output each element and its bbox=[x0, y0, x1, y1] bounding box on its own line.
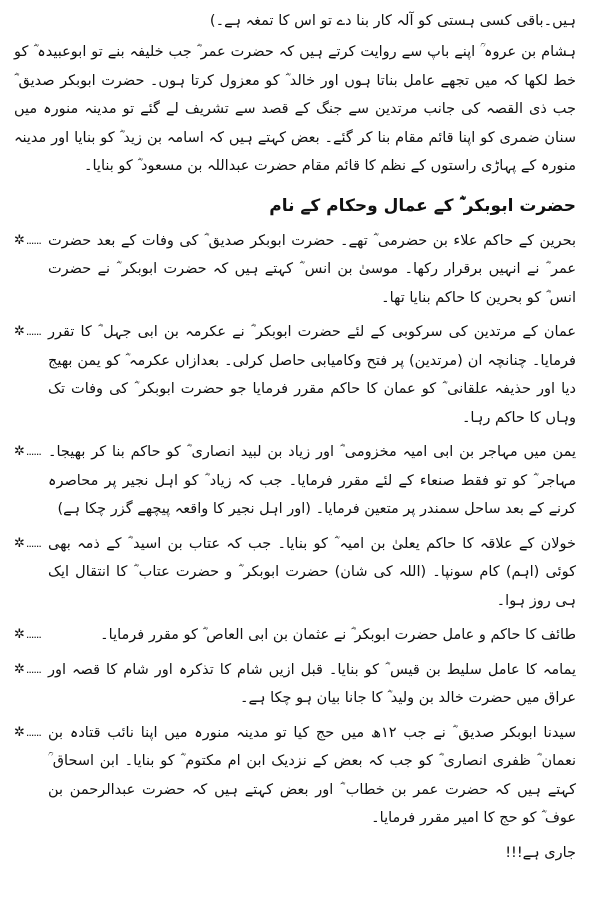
bullet-marker bbox=[14, 318, 48, 346]
bullet-dots: ...... bbox=[25, 445, 41, 458]
list-item bbox=[14, 530, 576, 616]
list-item bbox=[14, 318, 576, 432]
page-footer bbox=[14, 839, 576, 867]
bullet-dots: ...... bbox=[25, 325, 41, 338]
list-item-text: یمامہ کا عامل سلیط بن قیس ؓ کو بنایا۔ قبل ازیں شام کا تذکرہ اور شام کا قصہ اور عراق میں حضرت خالد بن ولید ؓ کا جانا بیان ہو چکا ہے۔ bbox=[48, 661, 576, 706]
gear-bullet-icon: ✲ bbox=[14, 232, 24, 248]
gear-bullet-icon: ✲ bbox=[14, 324, 24, 339]
bullet-dots: ...... bbox=[25, 233, 41, 247]
intro-paragraph: ہشام بن عروہ ؒ اپنے باپ سے روایت کرتے ہیں کہ حضرت عمر ؓ جب خلیفہ بنے تو ابوعبیدہ ؓ کو خط لکھا کہ میں تجھے عامل بناتا ہوں اور خالد ؓ کو معزول کرتا ہوں۔ حضرت ابوبکر صدیق ؓ جب ذی القصہ کی جانب مرتدین سے جنگ کے قصد سے تشریف لے گئے تو مدینہ منورہ میں سنان ضمری کو اپنا قائم مقام بنا کر گئے۔ بعض کہتے ہیں کہ اسامہ بن زید ؓ کو بنایا اور مدینہ منورہ کے پہاڑی راستوں کے نظم کا قائم مقام حضرت عبداللہ بن مسعود ؓ کو بنایا۔ bbox=[14, 44, 576, 174]
list-item-text: طائف کا حاکم و عامل حضرت ابوبکر ؓ نے عثمان بن ابی العاص ؓ کو مقرر فرمایا۔ bbox=[100, 627, 576, 643]
list-item-text: بحرین کے حاکم علاء بن حضرمی ؓ تھے۔ حضرت ابوبکر صدیق ؓ کی وفات کے بعد حضرت عمر ؓ نے انہیں برقرار رکھا۔ موسیٰ بن انس ؓ کہتے ہیں کہ حضرت ابوبکر ؓ نے حضرت انس ؓ کو بحرین کا حاکم بنایا تھا۔ bbox=[48, 232, 576, 306]
bullet-marker bbox=[14, 621, 48, 649]
list-item-text: یمن میں مہاجر بن ابی امیہ مخزومی ؓ اور زیاد بن لبید انصاری ؓ کو حاکم بنا کر بھیجا۔ مہاجر ؓ کو تو فقط صنعاء کے لئے مقرر فرمایا۔ جب کہ زیاد ؓ کو اہل نجیر پر محاصرہ کرنے کے بعد ساحل سمندر پر متعین فرمایا۔ (اور اہل نجیر کا واقعہ پیچھے گزر چکا ہے) bbox=[48, 444, 576, 517]
list-item bbox=[14, 719, 576, 833]
bullet-marker bbox=[14, 719, 48, 747]
gear-bullet-icon: ✲ bbox=[14, 627, 24, 642]
bullet-dots: ...... bbox=[25, 725, 41, 739]
bullet-marker bbox=[14, 656, 48, 684]
section-heading: حضرت ابوبکر ؓ کے عمال وحکام کے نام bbox=[269, 195, 576, 216]
bullet-dots: ...... bbox=[25, 536, 41, 550]
list-item-text: عمان کے مرتدین کی سرکوبی کے لئے حضرت ابوبکر ؓ نے عکرمہ بن ابی جہل ؓ کا تقرر فرمایا۔ چنانچہ ان (مرتدین) پر فتح وکامیابی حاصل کرلی۔ بعدازاں عکرمہ ؓ کو یمن بھیج دیا اور حذیفہ علقانی ؓ کو عمان کا حاکم مقرر فرمایا جو حضرت ابوبکر ؓ کی وفات تک وہاں کا حاکم رہا۔ bbox=[48, 324, 576, 426]
gear-bullet-icon: ✲ bbox=[14, 661, 24, 677]
continued-note: جاری ہے!!! bbox=[505, 844, 576, 861]
bullet-dots: ...... bbox=[25, 628, 41, 641]
list-item bbox=[14, 656, 576, 713]
list-item bbox=[14, 621, 576, 650]
gear-bullet-icon: ✲ bbox=[14, 444, 24, 459]
list-item bbox=[14, 227, 576, 313]
bullet-dots: ...... bbox=[25, 662, 41, 676]
bullet-marker bbox=[14, 227, 48, 255]
bullet-marker bbox=[14, 530, 48, 558]
governors-list bbox=[14, 227, 576, 833]
list-item-text: خولان کے علاقہ کا حاکم یعلیٰ بن امیہ ؓ کو بنایا۔ جب کہ عتاب بن اسید ؓ کے ذمہ بھی کوئی (اہم) کام سونپا۔ (اللہ کی شان) حضرت ابوبکر ؓ و حضرت عتاب ؓ کا انتقال ایک ہی روز ہوا۔ bbox=[48, 535, 576, 609]
bullet-marker bbox=[14, 438, 48, 466]
list-item-text: سیدنا ابوبکر صدیق ؓ نے جب ۱۲ھ میں حج کیا تو مدینہ منورہ میں اپنا نائب قتادہ بن نعمان ؓ ظفری انصاری ؓ کو جب کہ بعض کے نزدیک ابن ام مکتوم ؓ کو بنایا۔ ابن اسحاق ؒ کہتے ہیں کہ حضرت عمر بن خطاب ؓ اور بعض کہتے ہیں کہ حضرت عبدالرحمن بن عوف ؓ کو حج کا امیر مقرر فرمایا۔ bbox=[48, 724, 576, 826]
gear-bullet-icon: ✲ bbox=[14, 535, 24, 551]
gear-bullet-icon: ✲ bbox=[14, 724, 24, 740]
top-line: ہیں۔باقی کسی ہستی کو آلہ کار بنا دے تو اس کا تمغہ ہے۔) bbox=[209, 13, 576, 29]
list-item bbox=[14, 438, 576, 524]
